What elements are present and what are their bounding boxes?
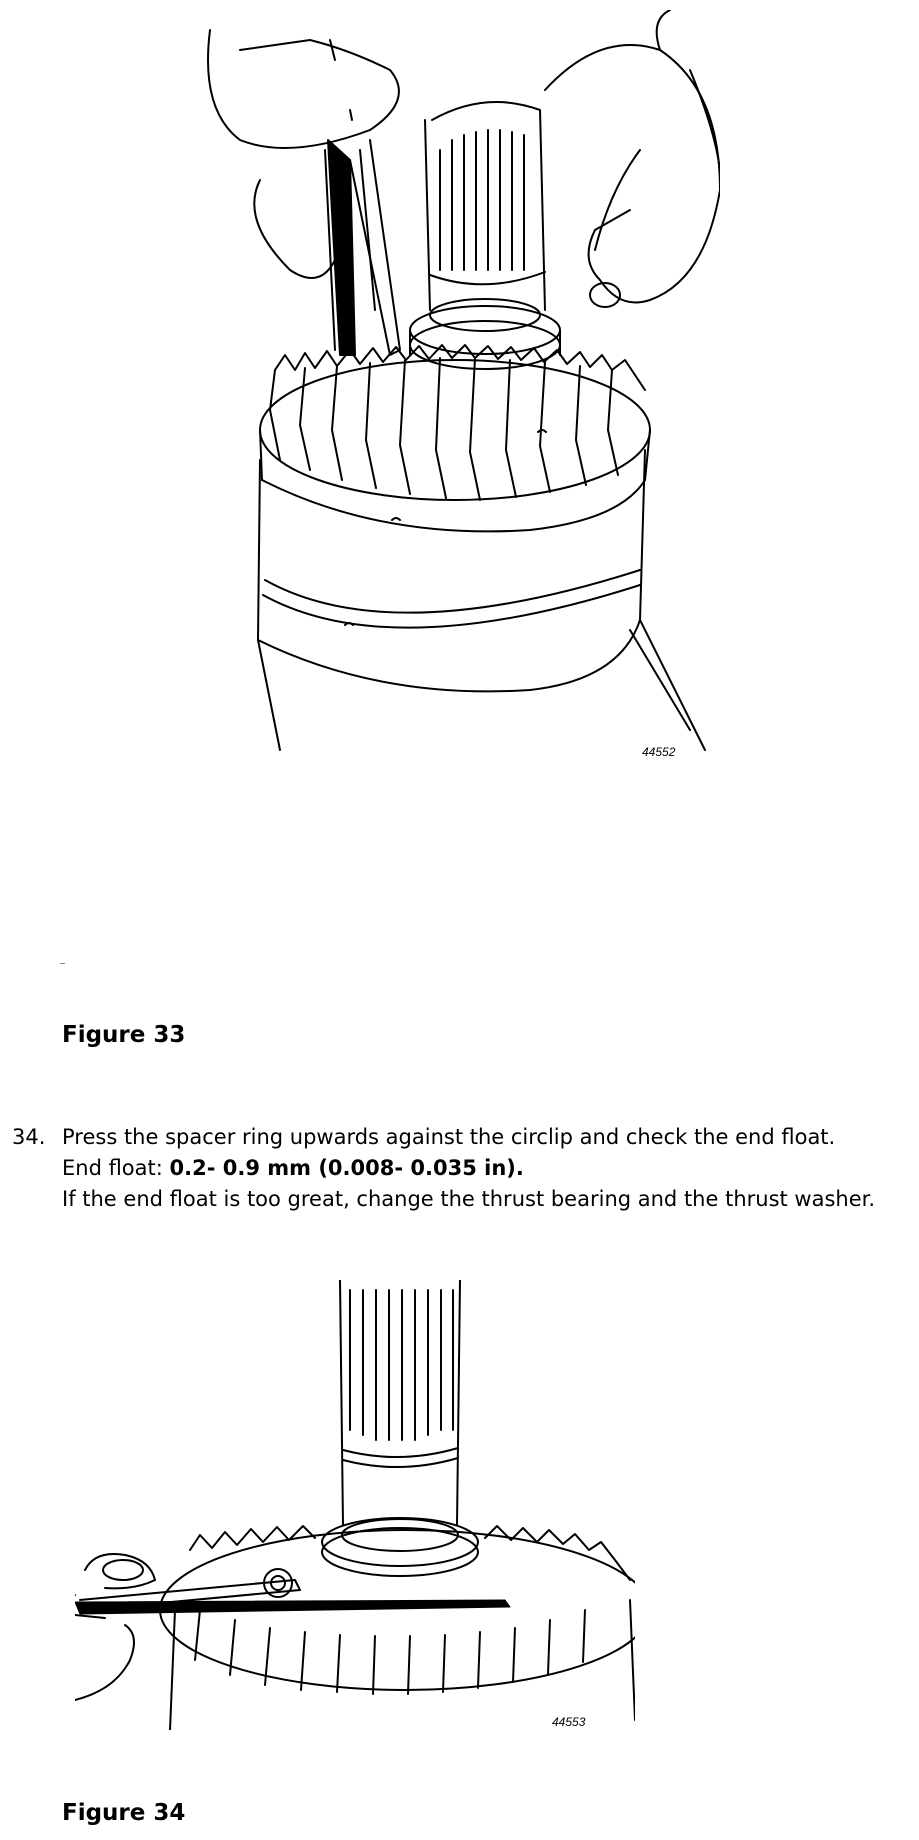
step-line-1: Press the spacer ring upwards against the circlip and check the end float. xyxy=(62,1125,836,1149)
figure-33-reference-number: 44552 xyxy=(642,745,676,759)
step-line-3: If the end float is too great, change the thrust bearing and the thrust washer. xyxy=(62,1187,876,1211)
figure-34-illustration xyxy=(75,1280,635,1730)
scan-speck xyxy=(60,963,65,964)
figure-33-illustration xyxy=(200,10,720,760)
step-line-2 xyxy=(62,1153,919,1184)
step-text xyxy=(62,1122,919,1215)
figure-34-reference-number: 44553 xyxy=(552,1715,586,1729)
figure-33-caption: Figure 33 xyxy=(62,1022,186,1048)
end-float-label: End float: xyxy=(62,1156,170,1180)
figure-34-caption: Figure 34 xyxy=(62,1800,186,1826)
step-number: 34. xyxy=(12,1125,46,1149)
end-float-value: 0.2- 0.9 mm (0.008- 0.035 in). xyxy=(169,1156,524,1180)
